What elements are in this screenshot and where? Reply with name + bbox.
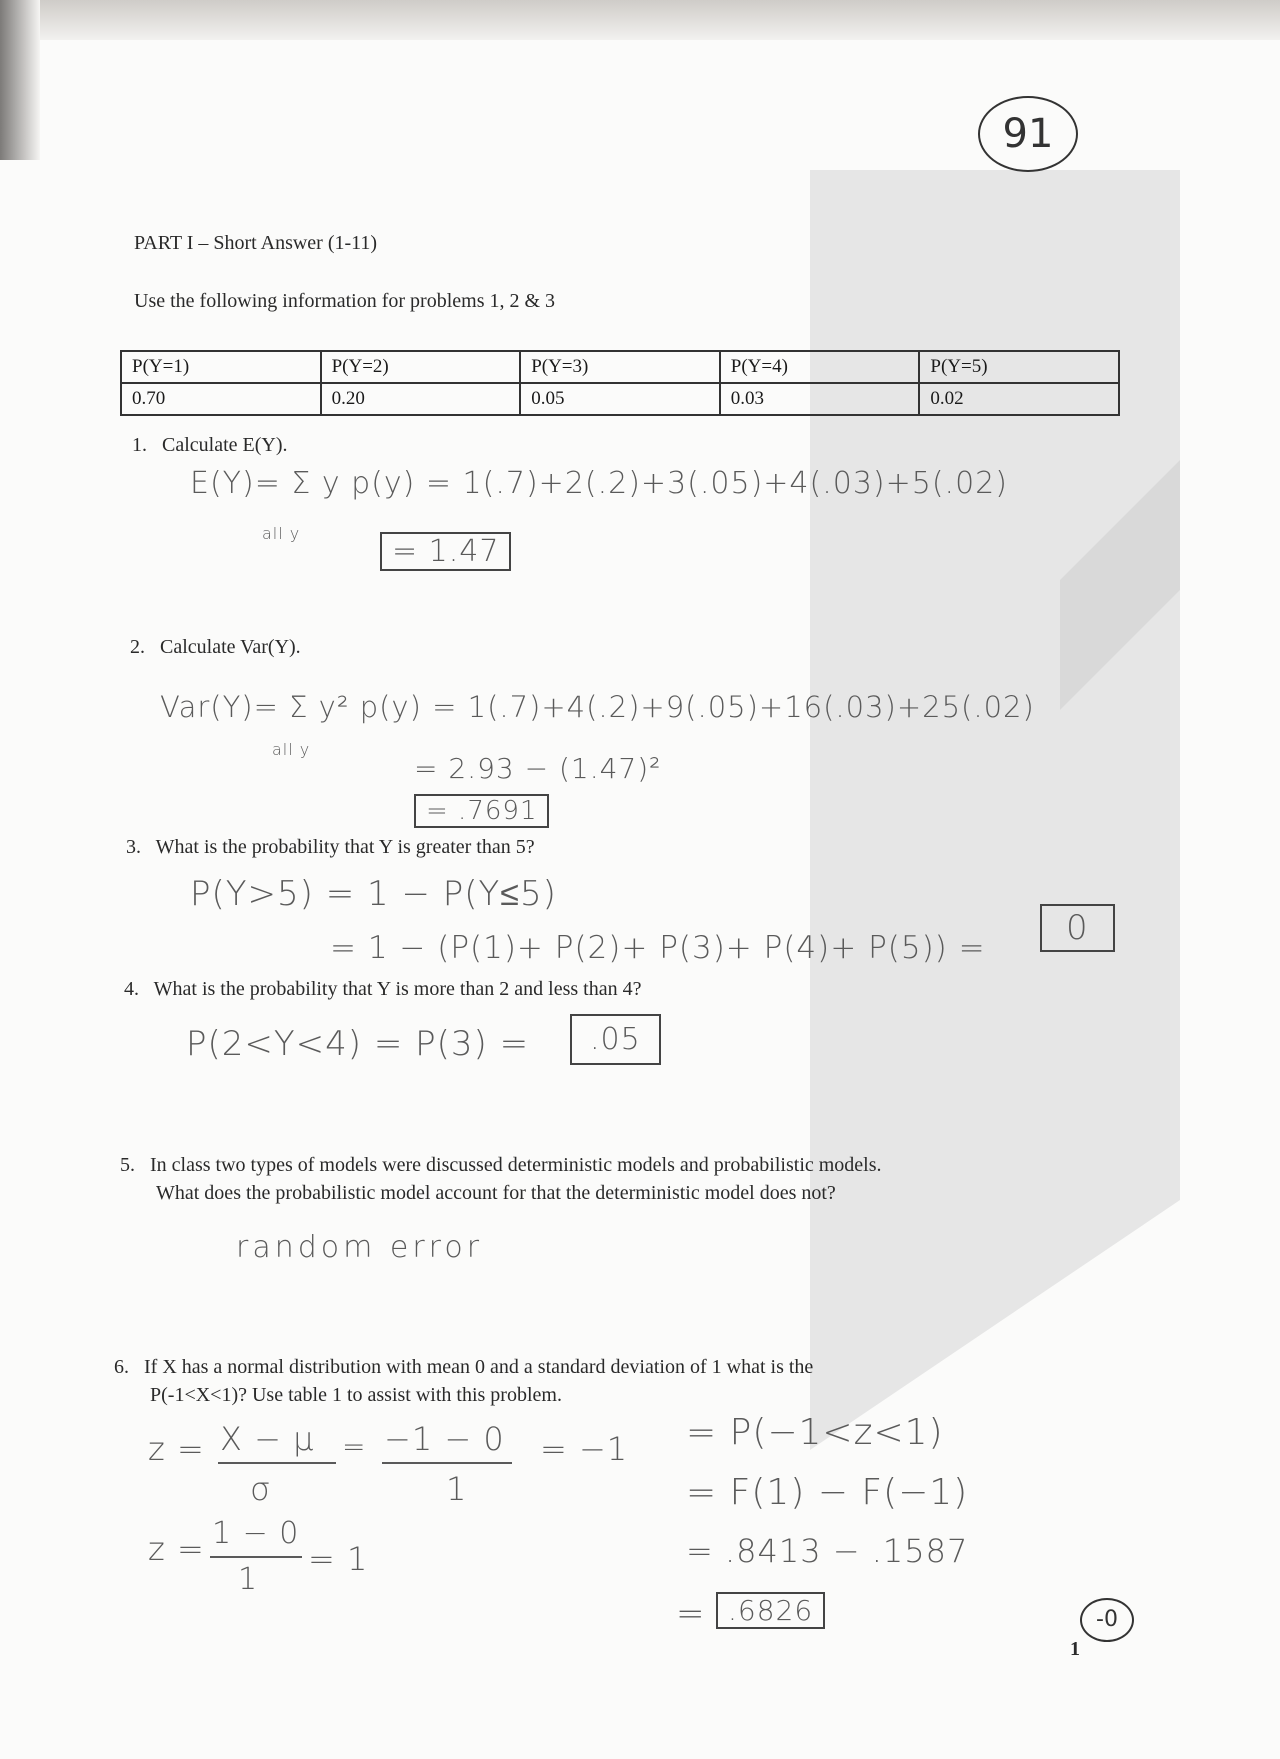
q2-work-step: = 2.93 − (1.47)² <box>414 752 662 785</box>
question-5-line2: What does the probabilistic model account for that the deterministic model does not? <box>156 1182 836 1204</box>
question-number: 6. <box>114 1356 129 1378</box>
q6-z1-numerator-2: −1 − 0 <box>384 1420 505 1458</box>
table-value-cell: 0.05 <box>520 383 720 415</box>
table-header-cell: P(Y=5) <box>919 351 1119 383</box>
table-value-cell: 0.03 <box>720 383 920 415</box>
question-1 <box>132 434 288 457</box>
q2-sum-subscript: all y <box>272 740 311 759</box>
question-number: 1. <box>132 434 147 456</box>
part-title: PART I – Short Answer (1-11) <box>134 232 378 254</box>
deduction-circle <box>1080 1598 1134 1642</box>
question-text: What is the probability that Y is more than 2 and less than 4? <box>153 978 642 1000</box>
q6-z2-result: = 1 <box>308 1540 369 1578</box>
q6-z1-fraction-bar <box>218 1462 336 1464</box>
deduction-value: -0 <box>1096 1607 1118 1632</box>
table-header-cell: P(Y=1) <box>121 351 321 383</box>
question-5 <box>120 1154 882 1177</box>
q6-answer: .6826 <box>716 1592 825 1629</box>
q6-result-equals: = <box>676 1594 706 1634</box>
q2-work: Var(Y)= Σ y² p(y) = 1(.7)+4(.2)+9(.05)+16(.03)+25(.02) <box>160 690 1035 724</box>
q6-z1-fraction-bar-2 <box>382 1462 512 1464</box>
q4-answer: .05 <box>570 1014 661 1065</box>
question-text: Calculate Var(Y). <box>160 636 301 658</box>
q1-sum-subscript: all y <box>262 524 301 543</box>
question-6 <box>114 1356 813 1379</box>
table-header-cell: P(Y=2) <box>321 351 521 383</box>
question-text: What is the probability that Y is greater than 5? <box>155 836 535 858</box>
q4-work: P(2<Y<4) = P(3) = <box>186 1024 530 1064</box>
question-text: If X has a normal distribution with mean 0 and a standard deviation of 1 what is the <box>144 1356 814 1378</box>
table-header-cell: P(Y=4) <box>720 351 920 383</box>
page-number: 1 <box>1070 1638 1080 1660</box>
scan-edge-left <box>0 0 40 160</box>
table-value-row <box>121 383 1119 415</box>
q6-z1-equals: = <box>342 1430 367 1463</box>
q6-z1-lhs: z = <box>148 1430 205 1468</box>
q6-z1-numerator: X − μ <box>220 1420 315 1458</box>
q6-z1-result: = −1 <box>540 1430 629 1468</box>
scan-edge-top <box>0 0 1280 40</box>
score-value: 91 <box>1002 111 1054 157</box>
q6-z1-denominator: σ <box>250 1470 272 1508</box>
table-value-cell: 0.02 <box>919 383 1119 415</box>
question-text: Calculate E(Y). <box>162 434 288 456</box>
question-4 <box>124 978 642 1001</box>
table-value-cell: 0.20 <box>321 383 521 415</box>
q6-result-line1: = P(−1<z<1) <box>686 1412 944 1453</box>
q3-work: P(Y>5) = 1 − P(Y≤5) <box>190 874 557 914</box>
question-number: 4. <box>124 978 139 1000</box>
table-header-row <box>121 351 1119 383</box>
q6-z2-denominator: 1 <box>238 1562 259 1597</box>
question-text: In class two types of models were discussed deterministic models and probabilistic models. <box>150 1154 882 1176</box>
probability-table <box>120 350 1120 416</box>
q6-z2-numerator: 1 − 0 <box>212 1516 300 1551</box>
instructions: Use the following information for problems 1, 2 & 3 <box>134 290 556 312</box>
q3-answer: 0 <box>1040 904 1115 952</box>
q6-z2-fraction-bar <box>210 1556 302 1558</box>
q5-answer: random error <box>236 1230 484 1265</box>
question-number: 3. <box>126 836 141 858</box>
q6-result-line3: = .8413 − .1587 <box>686 1532 969 1570</box>
table-value-cell: 0.70 <box>121 383 321 415</box>
q2-answer: = .7691 <box>414 794 549 828</box>
question-number: 2. <box>130 636 145 658</box>
question-3 <box>126 836 535 859</box>
question-2 <box>130 636 301 659</box>
q6-z2-lhs: z = <box>148 1530 205 1568</box>
q1-work: E(Y)= Σ y p(y) = 1(.7)+2(.2)+3(.05)+4(.03)+5(.02) <box>190 466 1008 501</box>
q3-work-step: = 1 − (P(1)+ P(2)+ P(3)+ P(4)+ P(5)) = <box>330 930 986 966</box>
table-header-cell: P(Y=3) <box>520 351 720 383</box>
question-6-line2: P(-1<X<1)? Use table 1 to assist with this problem. <box>150 1384 562 1406</box>
question-number: 5. <box>120 1154 135 1176</box>
q1-answer: = 1.47 <box>380 532 511 571</box>
q6-result-line2: = F(1) − F(−1) <box>686 1472 969 1513</box>
q6-z1-denominator-2: 1 <box>446 1470 468 1508</box>
score-circle <box>978 96 1078 172</box>
